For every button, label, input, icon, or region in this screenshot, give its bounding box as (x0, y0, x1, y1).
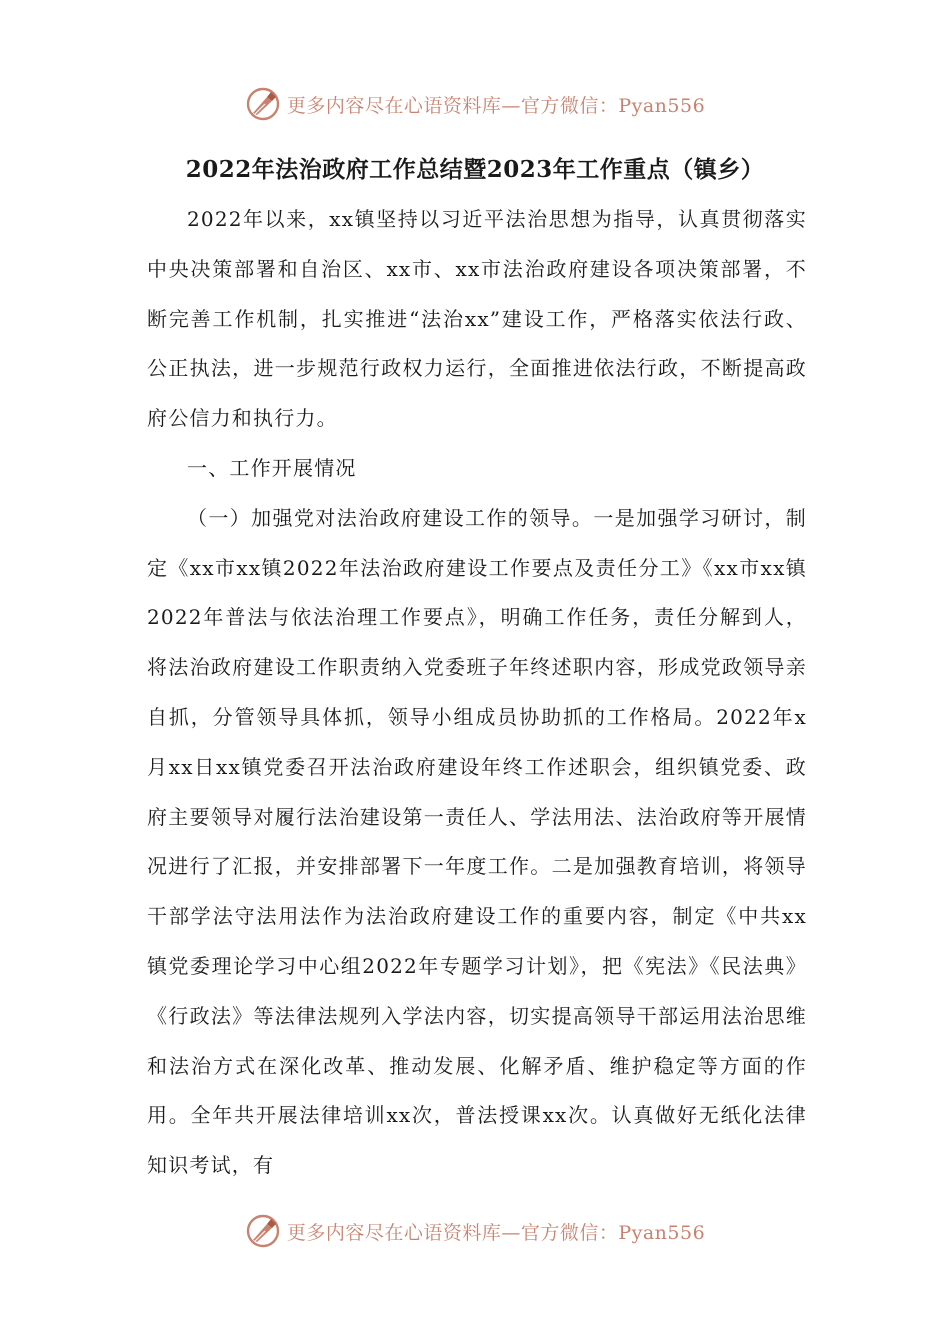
pen-nib-logo-icon (245, 86, 281, 122)
paragraph-intro: 2022年以来，xx镇坚持以习近平法治思想为指导，认真贯彻落实中央决策部署和自治区、xx市、xx市法治政府建设各项决策部署，不断完善工作机制，扎实推进“法治xx”建设工作，严格落实依法行政、公正执法，进一步规范行政权力运行，全面推进依法行政，不断提高政府公信力和执行力。 (147, 207, 807, 431)
watermark-footer (0, 1211, 950, 1251)
section-heading: 一、工作开展情况 (187, 455, 357, 480)
document-body (147, 195, 807, 1191)
watermark-text: 更多内容尽在心语资料库—官方微信：Pyan556 (286, 1221, 706, 1244)
watermark-text: 更多内容尽在心语资料库—官方微信：Pyan556 (286, 94, 706, 117)
document-title: 2022年法治政府工作总结暨2023年工作重点（镇乡） (185, 156, 765, 183)
paragraph-leadership: （一）加强党对法治政府建设工作的领导。一是加强学习研讨，制定《xx市xx镇2022年法治政府建设工作要点及责任分工》《xx市xx镇2022年普法与依法治理工作要点》，明确工作任务，责任分解到人，将法治政府建设工作职责纳入党委班子年终述职内容，形成党政领导亲自抓，分管领导具体抓，领导小组成员协助抓的工作格局。2022年x月xx日xx镇党委召开法治政府建设年终工作述职会，组织镇党委、政府主要领导对履行法治建设第一责任人、学法用法、法治政府等开展情况进行了汇报，并安排部署下一年度工作。二是加强教育培训，将领导干部学法守法用法作为法治政府建设工作的重要内容，制定《中共xx镇党委理论学习中心组2022年专题学习计划》，把《宪法》《民法典》《行政法》等法律法规列入学法内容，切实提高领导干部运用法治思维和法治方式在深化改革、推动发展、化解矛盾、维护稳定等方面的作用。全年共开展法律培训xx次，普法授课xx次。认真做好无纸化法律知识考试，有 (147, 505, 807, 1178)
watermark-header (0, 84, 950, 124)
pen-nib-logo-icon (245, 1213, 281, 1249)
